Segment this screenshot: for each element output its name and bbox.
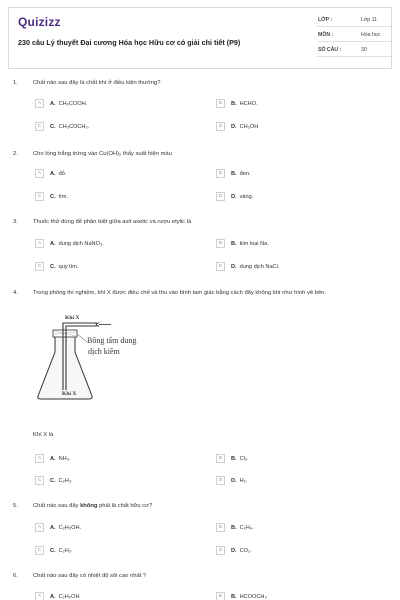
option-box[interactable]: B <box>216 99 225 108</box>
option-c[interactable] <box>35 122 89 131</box>
option-box[interactable]: A <box>35 592 44 600</box>
option-a[interactable] <box>35 454 71 463</box>
subject-label: MÔN : <box>318 32 334 38</box>
question-text: Cho lòng trắng trứng vào Cu(OH)₂ thấy xuất hiện màu <box>33 151 172 157</box>
option-text: dung dịch NaNO₃. <box>58 240 104 247</box>
option-letter: D. <box>231 193 237 200</box>
option-text: CO₂. <box>239 547 252 554</box>
option-d[interactable] <box>216 192 253 201</box>
option-text: H₂. <box>239 477 248 484</box>
option-d[interactable] <box>216 546 252 555</box>
option-a[interactable] <box>35 592 80 600</box>
option-letter: B. <box>231 240 237 247</box>
option-d[interactable] <box>216 476 247 485</box>
option-text: CH₃COCH₃. <box>58 123 90 130</box>
subject-value: Hóa học <box>361 32 381 38</box>
option-letter: B. <box>231 100 237 107</box>
option-text: C₂H₅OH <box>58 593 80 600</box>
quizizz-logo[interactable]: Quizizz <box>18 15 61 29</box>
gas-label-top: Khí X <box>65 315 80 321</box>
option-text: NH₃. <box>58 455 71 462</box>
question-text: Trong phòng thí nghiệm, khí X được điều chế và thu vào bình tam giác bằng cách đẩy không khí như hình vẽ bên. <box>33 290 327 296</box>
option-a[interactable] <box>35 169 66 178</box>
question-text <box>33 503 152 509</box>
option-box[interactable]: A <box>35 99 44 108</box>
question-text: Chất nào sau đây có nhiệt độ sôi cao nhất ? <box>33 573 147 579</box>
question-text-part: phải là chất hữu cơ? <box>97 503 153 509</box>
option-text: dung dịch NaCl. <box>239 263 280 270</box>
option-letter: B. <box>231 524 237 531</box>
option-letter: A. <box>50 240 56 247</box>
option-c[interactable] <box>35 192 68 201</box>
count-label: SỐ CÂU : <box>318 47 342 53</box>
option-text: C₂H₂. <box>58 547 73 554</box>
option-box[interactable]: B <box>216 454 225 463</box>
question-number: 3. <box>13 219 18 225</box>
option-c[interactable] <box>35 262 79 271</box>
option-box[interactable]: D <box>216 546 225 555</box>
option-box[interactable]: D <box>216 476 225 485</box>
option-text: C₂H₂. <box>58 477 73 484</box>
option-letter: A. <box>50 593 56 600</box>
count-value: 30 <box>361 47 367 53</box>
option-d[interactable] <box>216 122 258 131</box>
option-text: Cl₂. <box>239 455 249 462</box>
grade-label: LỚP : <box>318 17 333 23</box>
option-letter: C. <box>50 263 56 270</box>
option-text: đen. <box>239 170 251 177</box>
option-a[interactable] <box>35 239 104 248</box>
meta-divider <box>317 26 391 27</box>
option-d[interactable] <box>216 262 279 271</box>
worksheet-title: 230 câu Lý thuyết Đại cương Hóa học Hữu cơ có giải chi tiết (P9) <box>18 38 241 47</box>
cotton-label: dịch kiềm <box>88 347 120 356</box>
option-text: HCHO. <box>239 100 258 107</box>
option-letter: D. <box>231 477 237 484</box>
option-box[interactable]: A <box>35 169 44 178</box>
option-box[interactable]: D <box>216 262 225 271</box>
option-c[interactable] <box>35 546 73 555</box>
option-a[interactable] <box>35 99 87 108</box>
meta-divider <box>317 41 391 42</box>
option-letter: D. <box>231 263 237 270</box>
option-box[interactable]: A <box>35 239 44 248</box>
option-letter: C. <box>50 193 56 200</box>
question-number: 2. <box>13 151 18 157</box>
question-subtext: Khí X là <box>33 432 54 438</box>
option-letter: A. <box>50 524 56 531</box>
gas-collection-diagram <box>35 310 155 402</box>
option-text: C₂H₅OH. <box>58 524 82 531</box>
question-text: Thuốc thử dùng để phân biệt giữa axit axetic và rượu etylic là <box>33 219 192 225</box>
question-number: 6. <box>13 573 18 579</box>
option-c[interactable] <box>35 476 73 485</box>
option-b[interactable] <box>216 523 254 532</box>
question-text-part: Chất nào sau đây <box>33 503 81 509</box>
option-letter: C. <box>50 477 56 484</box>
gas-label-flask: Khí X <box>62 391 77 397</box>
option-b[interactable] <box>216 99 258 108</box>
option-box[interactable]: C <box>35 262 44 271</box>
question-number: 4. <box>13 290 18 296</box>
option-box[interactable]: B <box>216 169 225 178</box>
option-box[interactable]: C <box>35 192 44 201</box>
option-b[interactable] <box>216 454 249 463</box>
option-letter: D. <box>231 547 237 554</box>
option-text: HCOOCH₃ <box>239 593 267 600</box>
worksheet-header <box>8 7 392 69</box>
option-letter: A. <box>50 455 56 462</box>
option-box[interactable]: B <box>216 592 225 600</box>
option-b[interactable] <box>216 239 269 248</box>
cotton-label: Bông tẩm dung <box>87 336 137 345</box>
option-box[interactable]: B <box>216 523 225 532</box>
option-box[interactable]: D <box>216 192 225 201</box>
question-number: 5. <box>13 503 18 509</box>
option-box[interactable]: C <box>35 122 44 131</box>
question-text: Chất nào sau đây là chất khí ở điều kiện thường? <box>33 80 161 86</box>
option-letter: D. <box>231 123 237 130</box>
option-text: tím. <box>58 193 68 200</box>
option-letter: C. <box>50 123 56 130</box>
option-text: CH₃COOH. <box>58 100 88 107</box>
option-box[interactable]: D <box>216 122 225 131</box>
option-text: kim loại Na. <box>239 240 269 247</box>
option-letter: B. <box>231 593 237 600</box>
option-text: C₂H₄. <box>239 524 254 531</box>
meta-divider <box>317 56 391 57</box>
option-letter: B. <box>231 170 237 177</box>
option-text: CH₃OH <box>239 123 259 130</box>
question-emphasis: không <box>80 503 98 509</box>
option-b[interactable] <box>216 169 250 178</box>
option-box[interactable]: A <box>35 454 44 463</box>
option-text: vàng. <box>239 193 254 200</box>
question-number: 1. <box>13 80 18 86</box>
option-box[interactable]: B <box>216 239 225 248</box>
option-letter: A. <box>50 100 56 107</box>
grade-value: Lớp 11 <box>361 17 377 23</box>
option-letter: B. <box>231 455 237 462</box>
option-letter: A. <box>50 170 56 177</box>
option-box[interactable]: C <box>35 546 44 555</box>
option-a[interactable] <box>35 523 81 532</box>
option-b[interactable] <box>216 592 267 600</box>
option-box[interactable]: C <box>35 476 44 485</box>
option-box[interactable]: A <box>35 523 44 532</box>
option-text: đỏ. <box>58 170 67 177</box>
option-letter: C. <box>50 547 56 554</box>
option-text: quỳ tím. <box>58 263 79 270</box>
